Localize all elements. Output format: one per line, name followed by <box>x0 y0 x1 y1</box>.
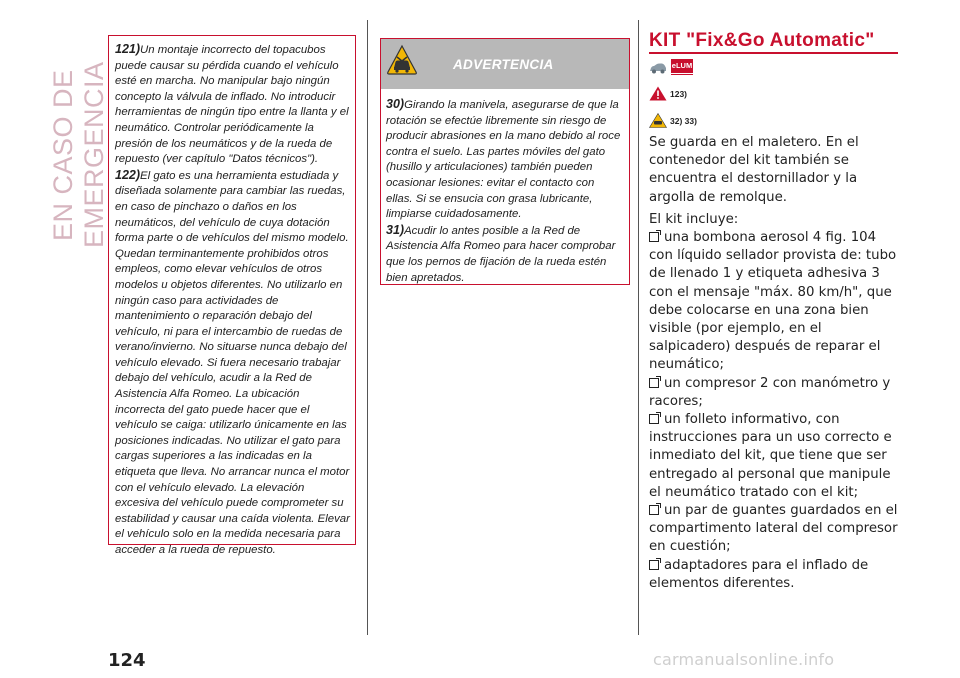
note-text: Un montaje incorrecto del topacubos puede causar su pérdida cuando el vehículo esté en marcha. No manipular bajo ningún concepto la válvula de inflado. No introducir herramientas de ningún tipo entre la llanta y el neumático. Controlar periódicamente la presión de los neumáticos y de la rueda de repuesto (ver capítulo "Datos técnicos"). <box>115 44 349 166</box>
note-number: 31) <box>386 222 405 237</box>
list-item <box>649 375 899 411</box>
page-number: 124 <box>108 650 146 671</box>
car-caution-icon <box>649 113 667 128</box>
warning-text <box>115 42 350 559</box>
kit-items-list <box>649 229 899 593</box>
note-number: 30) <box>386 97 405 111</box>
list-item <box>649 229 899 375</box>
warning-paragraph-31 <box>386 223 623 286</box>
advertencia-header <box>381 39 629 89</box>
danger-ref: 123) <box>670 89 688 99</box>
note-text: Acudir lo antes posible a la Red de Asistencia Alfa Romeo para hacer comprobar que los pernos de fijación de la rueda estén bien apretados. <box>386 224 616 284</box>
heading-rule <box>649 52 898 54</box>
kit-description <box>649 134 899 593</box>
car-warning-icon <box>386 44 418 76</box>
section-side-title <box>48 10 109 300</box>
column-divider-right <box>638 20 639 635</box>
list-item-text: adaptadores para el inflado de elementos diferentes. <box>649 557 869 591</box>
column-divider-left <box>367 20 368 635</box>
checkbox-bullet-icon <box>649 414 659 424</box>
section-heading: KIT "Fix&Go Automatic" <box>649 30 875 51</box>
elum-underline <box>671 74 693 75</box>
car-icon <box>649 62 667 74</box>
advertencia-text <box>381 89 629 286</box>
advertencia-box <box>380 38 630 285</box>
advertencia-title: ADVERTENCIA <box>453 57 554 72</box>
note-text: El gato es una herramienta estudiada y diseñada solamente para cambiar las ruedas, en caso de pinchazo o daños en los neumáticos, del vehículo de cuya dotación forma parte o de vehículos del mismo modelo. Quedan terminantemente prohibidos otros empleos, como elevar vehículos de otros modelos u objetos diferentes. No utilizarlo en ningún caso para actividades de mantenimiento o reparación debajo del vehículo, ni para el intercambio de ruedas de verano/invierno. No situarse nunca debajo del vehículo elevado. Si fuera necesario trabajar debajo del vehículo, acudir a la Red de Asistencia Alfa Romeo. La ubicación incorrecta del gato puede hacer que el vehículo se caiga: utilizarlo únicamente en las posiciones indicadas. No utilizar el gato para cargas superiores a las indicadas en la etiqueta que lleva. No arrancar nunca el motor con el vehículo elevado. La elevación excesiva del vehículo puede comprometer su estabilidad y causar una caída violenta. Elevar el vehículo solo en la medida necesaria para acceder a la rueda de repuesto. <box>115 169 350 556</box>
checkbox-bullet-icon <box>649 560 659 570</box>
warning-paragraph-121 <box>115 42 350 168</box>
list-item-text: un par de guantes guardados en el compartimento lateral del compresor en cuestión; <box>649 503 898 555</box>
section-side-title-text: EN CASO DE EMERGENCIA <box>48 61 109 249</box>
warning-paragraph-122 <box>115 168 350 559</box>
list-item-text: un compresor 2 con manómetro y racores; <box>649 375 891 409</box>
list-item <box>649 502 899 557</box>
kit-intro: Se guarda en el maletero. En el contenedor del kit también se encuentra el destornillador y la argolla de remolque. <box>649 135 859 205</box>
caution-ref: 32) 33) <box>670 116 697 126</box>
warning-box-jack <box>108 35 356 556</box>
watermark: carmanualsonline.info <box>653 650 835 669</box>
danger-triangle-icon <box>649 86 667 101</box>
elum-badge: eLUM <box>671 59 693 73</box>
checkbox-bullet-icon <box>649 378 659 388</box>
list-item <box>649 557 899 593</box>
warning-paragraph-30 <box>386 97 623 223</box>
note-number: 122) <box>115 167 141 182</box>
list-item-text: una bombona aerosol 4 fig. 104 con líquido sellador provista de: tubo de llenado 1 y etiqueta adhesiva 3 con el mensaje "máx. 80 km/h", que debe colocarse en una zona bien visible (por ejemplo, en el salpicadero) después de reparar el neumático; <box>649 230 897 373</box>
note-number: 121) <box>115 42 141 56</box>
list-item <box>649 411 899 502</box>
note-text: Girando la manivela, asegurarse de que la rotación se efectúe libremente sin riesgo de producir abrasiones en la mano debido al roce contra el suelo. Las partes móviles del gato (husillo y articulaciones) también pueden ocasionar lesiones: evitar el contacto con ellas. Si se ensucia con grasa lubricante, limpiarse cuidadosamente. <box>386 99 621 221</box>
checkbox-bullet-icon <box>649 505 659 515</box>
checkbox-bullet-icon <box>649 232 659 242</box>
list-item-text: un folleto informativo, con instrucciones para un uso correcto e inmediato del kit, que tiene que ser entregado al personal que manipule el neumático tratado con el kit; <box>649 412 892 500</box>
kit-includes-label: El kit incluye: <box>649 211 739 227</box>
